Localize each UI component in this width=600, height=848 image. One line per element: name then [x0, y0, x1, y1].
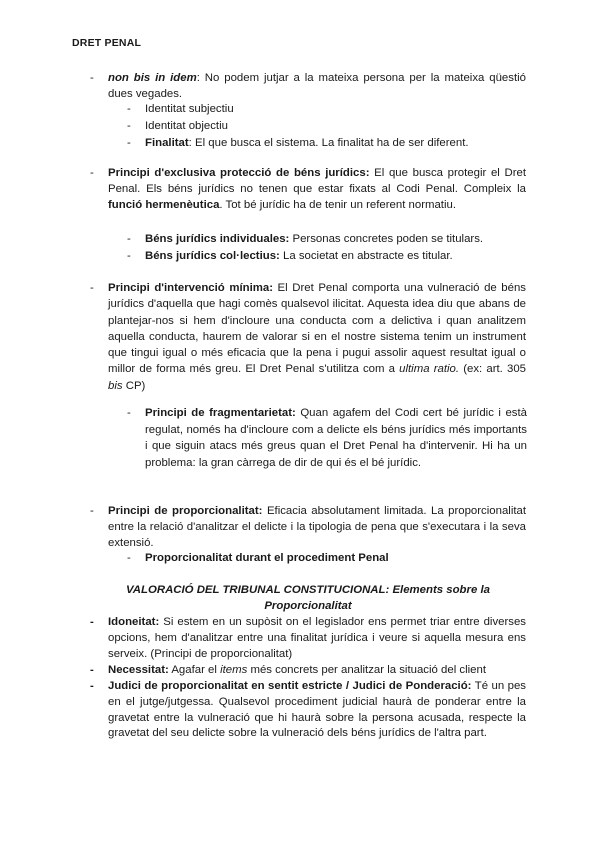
bullet-dash: - [127, 103, 131, 115]
bullet-dash: - [127, 407, 131, 419]
item-body [108, 166, 526, 213]
item-text: El Dret Penal comporta una vulneració de béns jurídics d'aquella que hagi comès qualsevol ilicitat. Aquesta idea diu que abans de plantejar-nos si hem d'incloure una conducta com a delictiva i quan analitzem aquella conducta, haurem de valorar si en el nostre sistema tenim un instrument que tingui igual o més eficacia que la pena i pugui assolir aquest resultat igual o millor de forma més greu. El Dret Penal s'utilitza com a [108, 282, 526, 376]
term-fragmentarietat: Principi de fragmentarietat: [145, 407, 296, 419]
section-title-line: VALORACIÓ DEL TRIBUNAL CONSTITUCIONAL: Elements sobre la [126, 584, 490, 596]
term-proporcionalitat: Principi de proporcionalitat: [108, 505, 263, 517]
item-text: . Tot bé jurídic ha de tenir un referent normatiu. [219, 198, 456, 211]
term-items: items [220, 664, 248, 676]
term-bis: bis [108, 379, 123, 392]
term-judici-ponderacio: Judici de proporcionalitat en sentit estricte / Judici de Ponderació: [108, 680, 472, 692]
bullet-dash: - [90, 680, 94, 692]
term-necessitat: Necessitat: [108, 664, 169, 676]
item-text: més concrets per analitzar la situació del client [247, 664, 486, 676]
item-text: (ex: art. 305 [459, 363, 527, 376]
bullet-dash: - [90, 616, 94, 628]
document-header: DRET PENAL [72, 37, 142, 49]
bullet-dash: - [90, 167, 94, 179]
bullet-dash: - [90, 282, 94, 294]
item-body [108, 71, 526, 103]
sub-item-label: Béns jurídics col·lectius: [145, 250, 280, 262]
sub-item-text: : El que busca el sistema. La finalitat ha de ser diferent. [188, 137, 469, 149]
term-non-bis-in-idem: non bis in idem [108, 72, 197, 84]
sub-item-bens-individuals [127, 232, 527, 248]
item-text: Agafar el [168, 664, 221, 676]
bullet-dash: - [127, 250, 131, 262]
list-item-idoneitat [90, 615, 526, 662]
item-body [108, 503, 526, 552]
list-item-exclusiva-proteccio [90, 166, 526, 213]
term-idoneitat: Idoneitat: [108, 616, 160, 628]
sub-item-proporcionalitat-procediment [127, 551, 527, 567]
list-item-judici-proporcionalitat [90, 679, 526, 742]
item-text: : No podem jutjar a la mateixa persona per la mateixa qüestió dues vegades. [108, 72, 526, 100]
bullet-dash: - [127, 552, 131, 564]
term-exclusiva: Principi d'exclusiva protecció de béns jurídics: [108, 167, 370, 179]
item-text: El que busca protegir el Dret Penal. Els béns jurídics no tenen que estar fixats al Codi Penal. Compleix la [108, 167, 526, 195]
sub-item-label: Finalitat [145, 137, 189, 149]
sub-item-text: Personas concretes poden se titulars. [289, 233, 484, 245]
list-item-intervencio-minima [90, 280, 526, 394]
bullet-dash: - [127, 120, 131, 132]
term-intervencio-minima: Principi d'intervenció mínima: [108, 282, 273, 294]
bullet-dash: - [127, 137, 131, 149]
sub-item-finalitat [127, 136, 527, 152]
item-body [108, 280, 526, 394]
sub-item-identitat-objectiu [127, 119, 527, 135]
item-text: CP) [122, 379, 146, 392]
list-item-necessitat [90, 663, 526, 679]
sub-item-text: Identitat objectiu [145, 120, 228, 132]
bullet-dash: - [90, 72, 94, 84]
item-text: Quan agafem del Codi cert bé jurídic i està regulat, només ha d'incloure com a delicte els béns jurídics més importants i que siguin atacs més greus quan el Dret Penal ha d'intervenir. Hi ha un problema: la gran càrrega de dir de qui és el bé jurídic. [145, 407, 527, 469]
list-item-non-bis-in-idem [90, 71, 526, 103]
item-text: Té un pes en el jutge/jutgessa. Qualsevol procediment judicial haurà de ponderar entre la gravetat entre la vulneració que hi haurà sobre la persona acusada, respecte la gravetat del seu delicte sobre la vulneració dels béns jurídics de l'altra part. [108, 680, 526, 740]
bullet-dash: - [90, 664, 94, 676]
item-text: Si estem en un supòsit on el legislador ens permet triar entre diverses opcions, hem d'analitzar entre una finalitat jurídica i veure si aquella mesura ens serveix. (Principi de proporcionalitat) [108, 616, 526, 660]
sub-item-identitat-subjectiu [127, 102, 527, 118]
sub-item-text: Identitat subjectiu [145, 103, 234, 115]
list-item-proporcionalitat [90, 503, 526, 552]
sub-item-bens-collectius [127, 249, 527, 265]
section-title-valoracio [90, 583, 526, 615]
term-funcio-hermeneutica: funció hermenèutica [108, 198, 220, 211]
sub-item-fragmentarietat [127, 405, 527, 471]
term-ultima-ratio: ultima ratio. [399, 363, 460, 376]
item-body [145, 405, 527, 471]
item-text: Eficacia absolutament limitada. La proporcionalitat entre la relació d'analitzar el delicte i la tipologia de pena que s'executara i la seva extensió. [108, 505, 527, 550]
section-title-line: Proporcionalitat [264, 599, 352, 612]
bullet-dash: - [90, 505, 94, 517]
sub-item-label: Béns jurídics individuales: [145, 233, 290, 245]
sub-item-label: Proporcionalitat durant el procediment Penal [145, 552, 389, 564]
sub-item-text: La societat en abstracte es titular. [279, 250, 453, 262]
bullet-dash: - [127, 233, 131, 245]
